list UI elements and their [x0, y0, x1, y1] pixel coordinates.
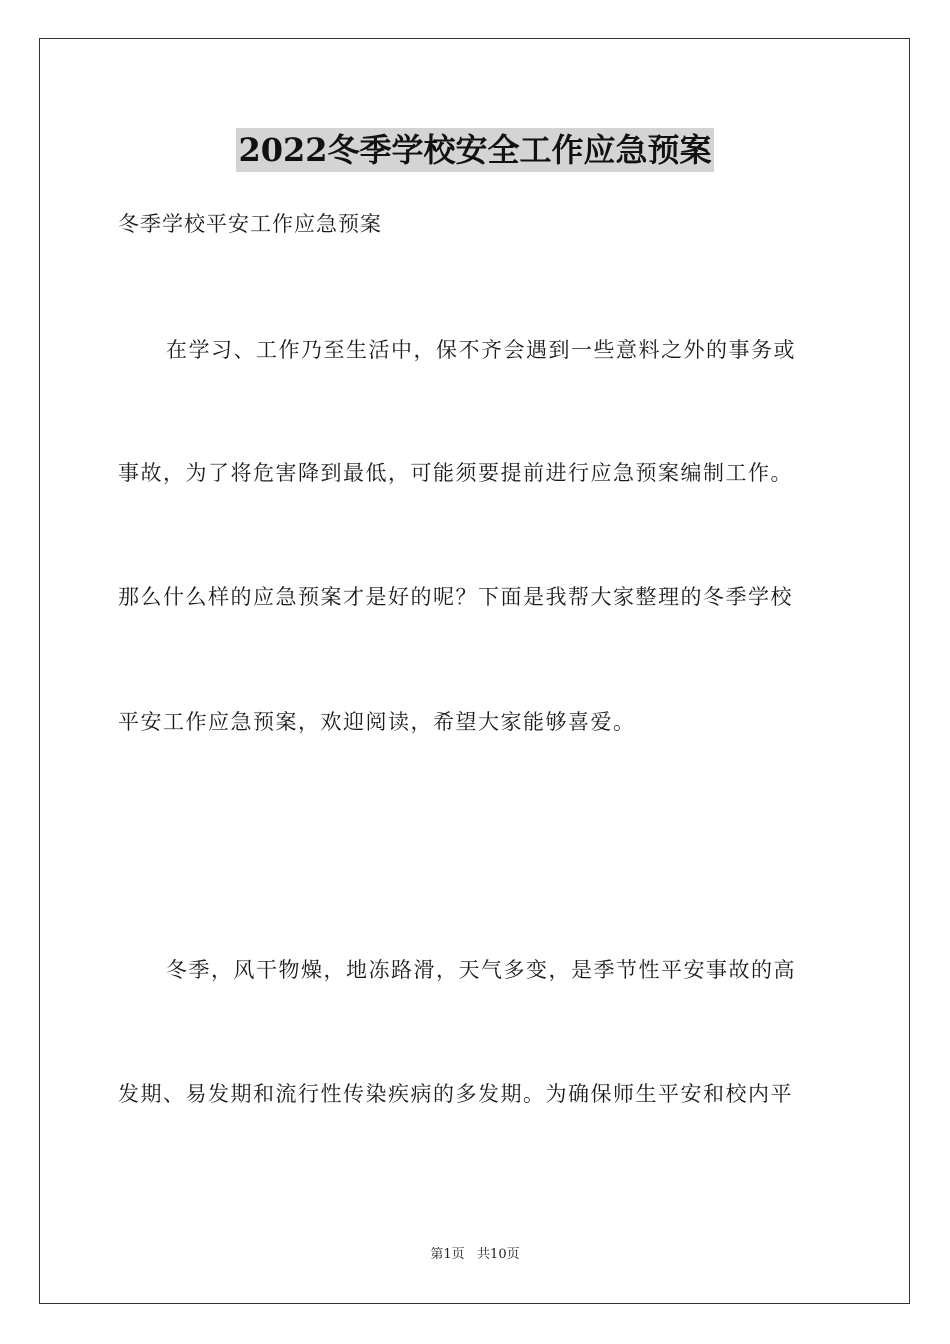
document-subtitle: 冬季学校平安工作应急预案: [118, 212, 382, 236]
paragraph-2-line-1: 冬季，风干物燥，地冻路滑，天气多变，是季节性平安事故的高: [166, 958, 796, 982]
document-title: 2022冬季学校安全工作应急预案: [236, 128, 713, 172]
title-container: [0, 128, 950, 172]
paragraph-1-line-2: 事故，为了将危害降到最低，可能须要提前进行应急预案编制工作。: [118, 461, 793, 485]
paragraph-1-line-1: 在学习、工作乃至生活中，保不齐会遇到一些意料之外的事务或: [166, 338, 796, 362]
page-footer: 第1页 共10页: [430, 1247, 520, 1262]
paragraph-1-line-4: 平安工作应急预案，欢迎阅读，希望大家能够喜爱。: [118, 710, 636, 734]
paragraph-1-line-3: 那么什么样的应急预案才是好的呢？下面是我帮大家整理的冬季学校: [118, 585, 793, 609]
paragraph-2-line-2: 发期、易发期和流行性传染疾病的多发期。为确保师生平安和校内平: [118, 1082, 793, 1106]
